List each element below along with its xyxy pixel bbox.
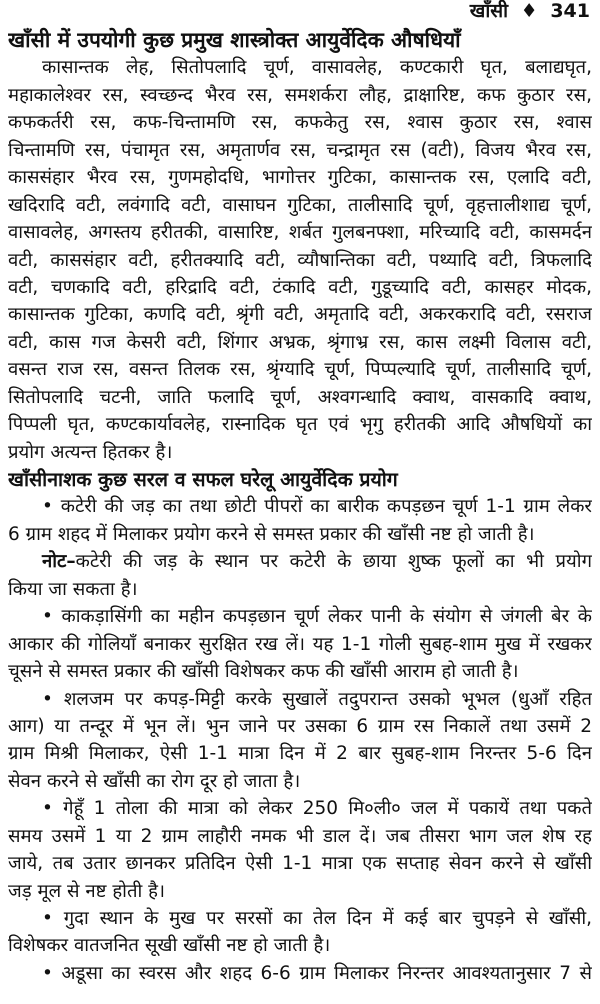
- diamond-separator-icon: ♦: [520, 0, 538, 22]
- medicine-list-paragraph: [8, 54, 592, 466]
- remedy-line: 6 ग्राम शहद में मिलाकर प्रयोग करने से समस्त प्रकार की खाँसी नष्ट हो जाती है।: [8, 523, 535, 545]
- remedy-line: • गेहूँ 1 तोला की मात्रा को लेकर 250 मि०ली० जल में पकायें तथा पकते: [42, 798, 592, 820]
- remedy-line: जड़ मूल से नष्ट होती है।: [8, 880, 165, 902]
- remedy-line: ग्राम मिश्री मिलाकर, ऐसी 1-1 मात्रा दिन में 2 बार सुबह-शाम निरन्तर 5-6 दिन: [8, 743, 592, 765]
- page-body: [8, 27, 592, 987]
- remedy-line: आग) या तन्दूर में भून लें। भुन जाने पर उसका 6 ग्राम रस निकालें तथा उसमें 2: [8, 715, 592, 737]
- text-line: कफकर्तरी रस, कफ-चिन्तामणि रस, कफकेतु रस, श्वास कुठार रस, श्वास: [8, 112, 592, 134]
- text-line: खदिरादि वटी, लवंगादि वटी, वासाघन गुटिका, तालीसादि चूर्ण, वृहत्तालीशाद्य चूर्ण,: [8, 194, 592, 216]
- remedy-line: किया जा सकता है।: [8, 578, 138, 600]
- note-label: नोट–: [42, 551, 76, 573]
- remedy-line: • अडूसा का स्वरस और शहद 6-6 ग्राम मिलाकर निरन्तर आवश्यतानुसार 7 से: [42, 962, 592, 984]
- remedy-line: • काकड़ासिंगी का महीन कपड़छान चूर्ण लेकर पानी के संयोग से जंगली बेर के: [42, 606, 592, 628]
- text-line: सितोपलादि चटनी, जाति फलादि चूर्ण, अश्वगन्धादि क्वाथ, वासकादि क्वाथ,: [8, 386, 592, 408]
- remedy-line: जाये, तब उतार छानकर प्रतिदिन ऐसी 1-1 मात्रा एक सप्ताह सेवन करने से खाँसी: [8, 853, 592, 875]
- note-line: [8, 548, 592, 575]
- text-line: कासान्तक लेह, सितोपलादि चूर्ण, वासावलेह, कण्टकारी घृत, बलाद्यघृत,: [42, 57, 592, 79]
- section-title: खाँसी में उपयोगी कुछ प्रमुख शास्त्रोक्त आयुर्वेदिक औषधियाँ: [8, 28, 461, 52]
- remedies-list: [8, 493, 592, 987]
- remedy-line: समय उसमें 1 या 2 ग्राम लाहौरी नमक भी डाल दें। जब तीसरा भाग जल शेष रह: [8, 825, 592, 847]
- chapter-name: खाँसी: [469, 0, 509, 22]
- remedy-line: विशेषकर वातजनित सूखी खाँसी नष्ट हो जाती है।: [8, 935, 331, 957]
- remedy-line: सेवन करने से खाँसी का रोग दूर हो जाता है।: [8, 770, 301, 792]
- remedy-line: • कटेरी की जड़ का तथा छोटी पीपरों का बारीक कपड़छन चूर्ण 1-1 ग्राम लेकर: [42, 496, 592, 518]
- text-line: पिप्पली घृत, कण्टकार्यावलेह, रास्नादिक घृत एवं भृगु हरीतकी आदि औषधियों का: [8, 414, 592, 436]
- text-line: वटी, कास गज केसरी वटी, शिंगार अभ्रक, श्रृंगाभ्र रस, कास लक्ष्मी विलास वटी,: [8, 331, 592, 353]
- note-text: कटेरी की जड़ के स्थान पर कटेरी के छाया शुष्क फूलों का भी प्रयोग: [75, 551, 592, 573]
- text-line: वसन्त राज रस, वसन्त तिलक रस, श्रृंग्यादि चूर्ण, पिप्पल्यादि चूर्ण, तालीसादि चूर्ण,: [8, 359, 592, 381]
- text-line: महाकालेश्वर रस, स्वच्छन्द भैरव रस, समशर्करा लौह, द्राक्षारिष्ट, कफ कुठार रस,: [8, 84, 592, 106]
- text-line: प्रयोग अत्यन्त हितकर है।: [8, 441, 173, 463]
- text-line: वासावलेह, अगस्तय हरीतकी, वासारिष्ट, शर्बत गुलबनफ्शा, मरिच्यादि वटी, कासमर्दन: [8, 222, 592, 244]
- text-line: वटी, काससंहार वटी, हरीतक्यादि वटी, व्यौषान्तिका वटी, पथ्यादि वटी, त्रिफलादि: [8, 249, 592, 271]
- running-header: [464, 0, 590, 22]
- text-line: चिन्तामणि रस, पंचामृत रस, अमृतार्णव रस, चन्द्रामृत रस (वटी), विजय भैरव रस,: [8, 139, 592, 161]
- text-line: काससंहार भैरव रस, गुणमहोदधि, भागोत्तर गुटिका, कासान्तक रस, एलादि वटी,: [8, 167, 592, 189]
- text-line: कासान्तक गुटिका, कणदि वटी, श्रृंगी वटी, अमृतादि वटी, अकरकरादि वटी, रसराज: [8, 304, 592, 326]
- remedy-line: • शलजम पर कपड़-मिट्टी करके सुखालें तदुपरान्त उसको भूभल (धुआँ रहित: [42, 688, 592, 710]
- page-number: 341: [550, 0, 590, 22]
- section-title: खाँसीनाशक कुछ सरल व सफल घरेलू आयुर्वेदिक प्रयोग: [8, 468, 398, 491]
- remedy-line: • गुदा स्थान के मुख पर सरसों का तेल दिन में कई बार चुपड़ने से खाँसी,: [42, 908, 592, 929]
- text-line: वटी, चणकादि वटी, हरिद्रादि वटी, टंकादि वटी, गुडूच्यादि वटी, कासहर मोदक,: [8, 276, 592, 298]
- remedy-line: चूसने से समस्त प्रकार की खाँसी विशेषकर कफ की खाँसी आराम हो जाती है।: [8, 661, 519, 683]
- remedy-line: आकार की गोलियाँ बनाकर सुरक्षित रख लें। यह 1-1 गोली सुबह-शाम मुख में रखकर: [8, 633, 592, 655]
